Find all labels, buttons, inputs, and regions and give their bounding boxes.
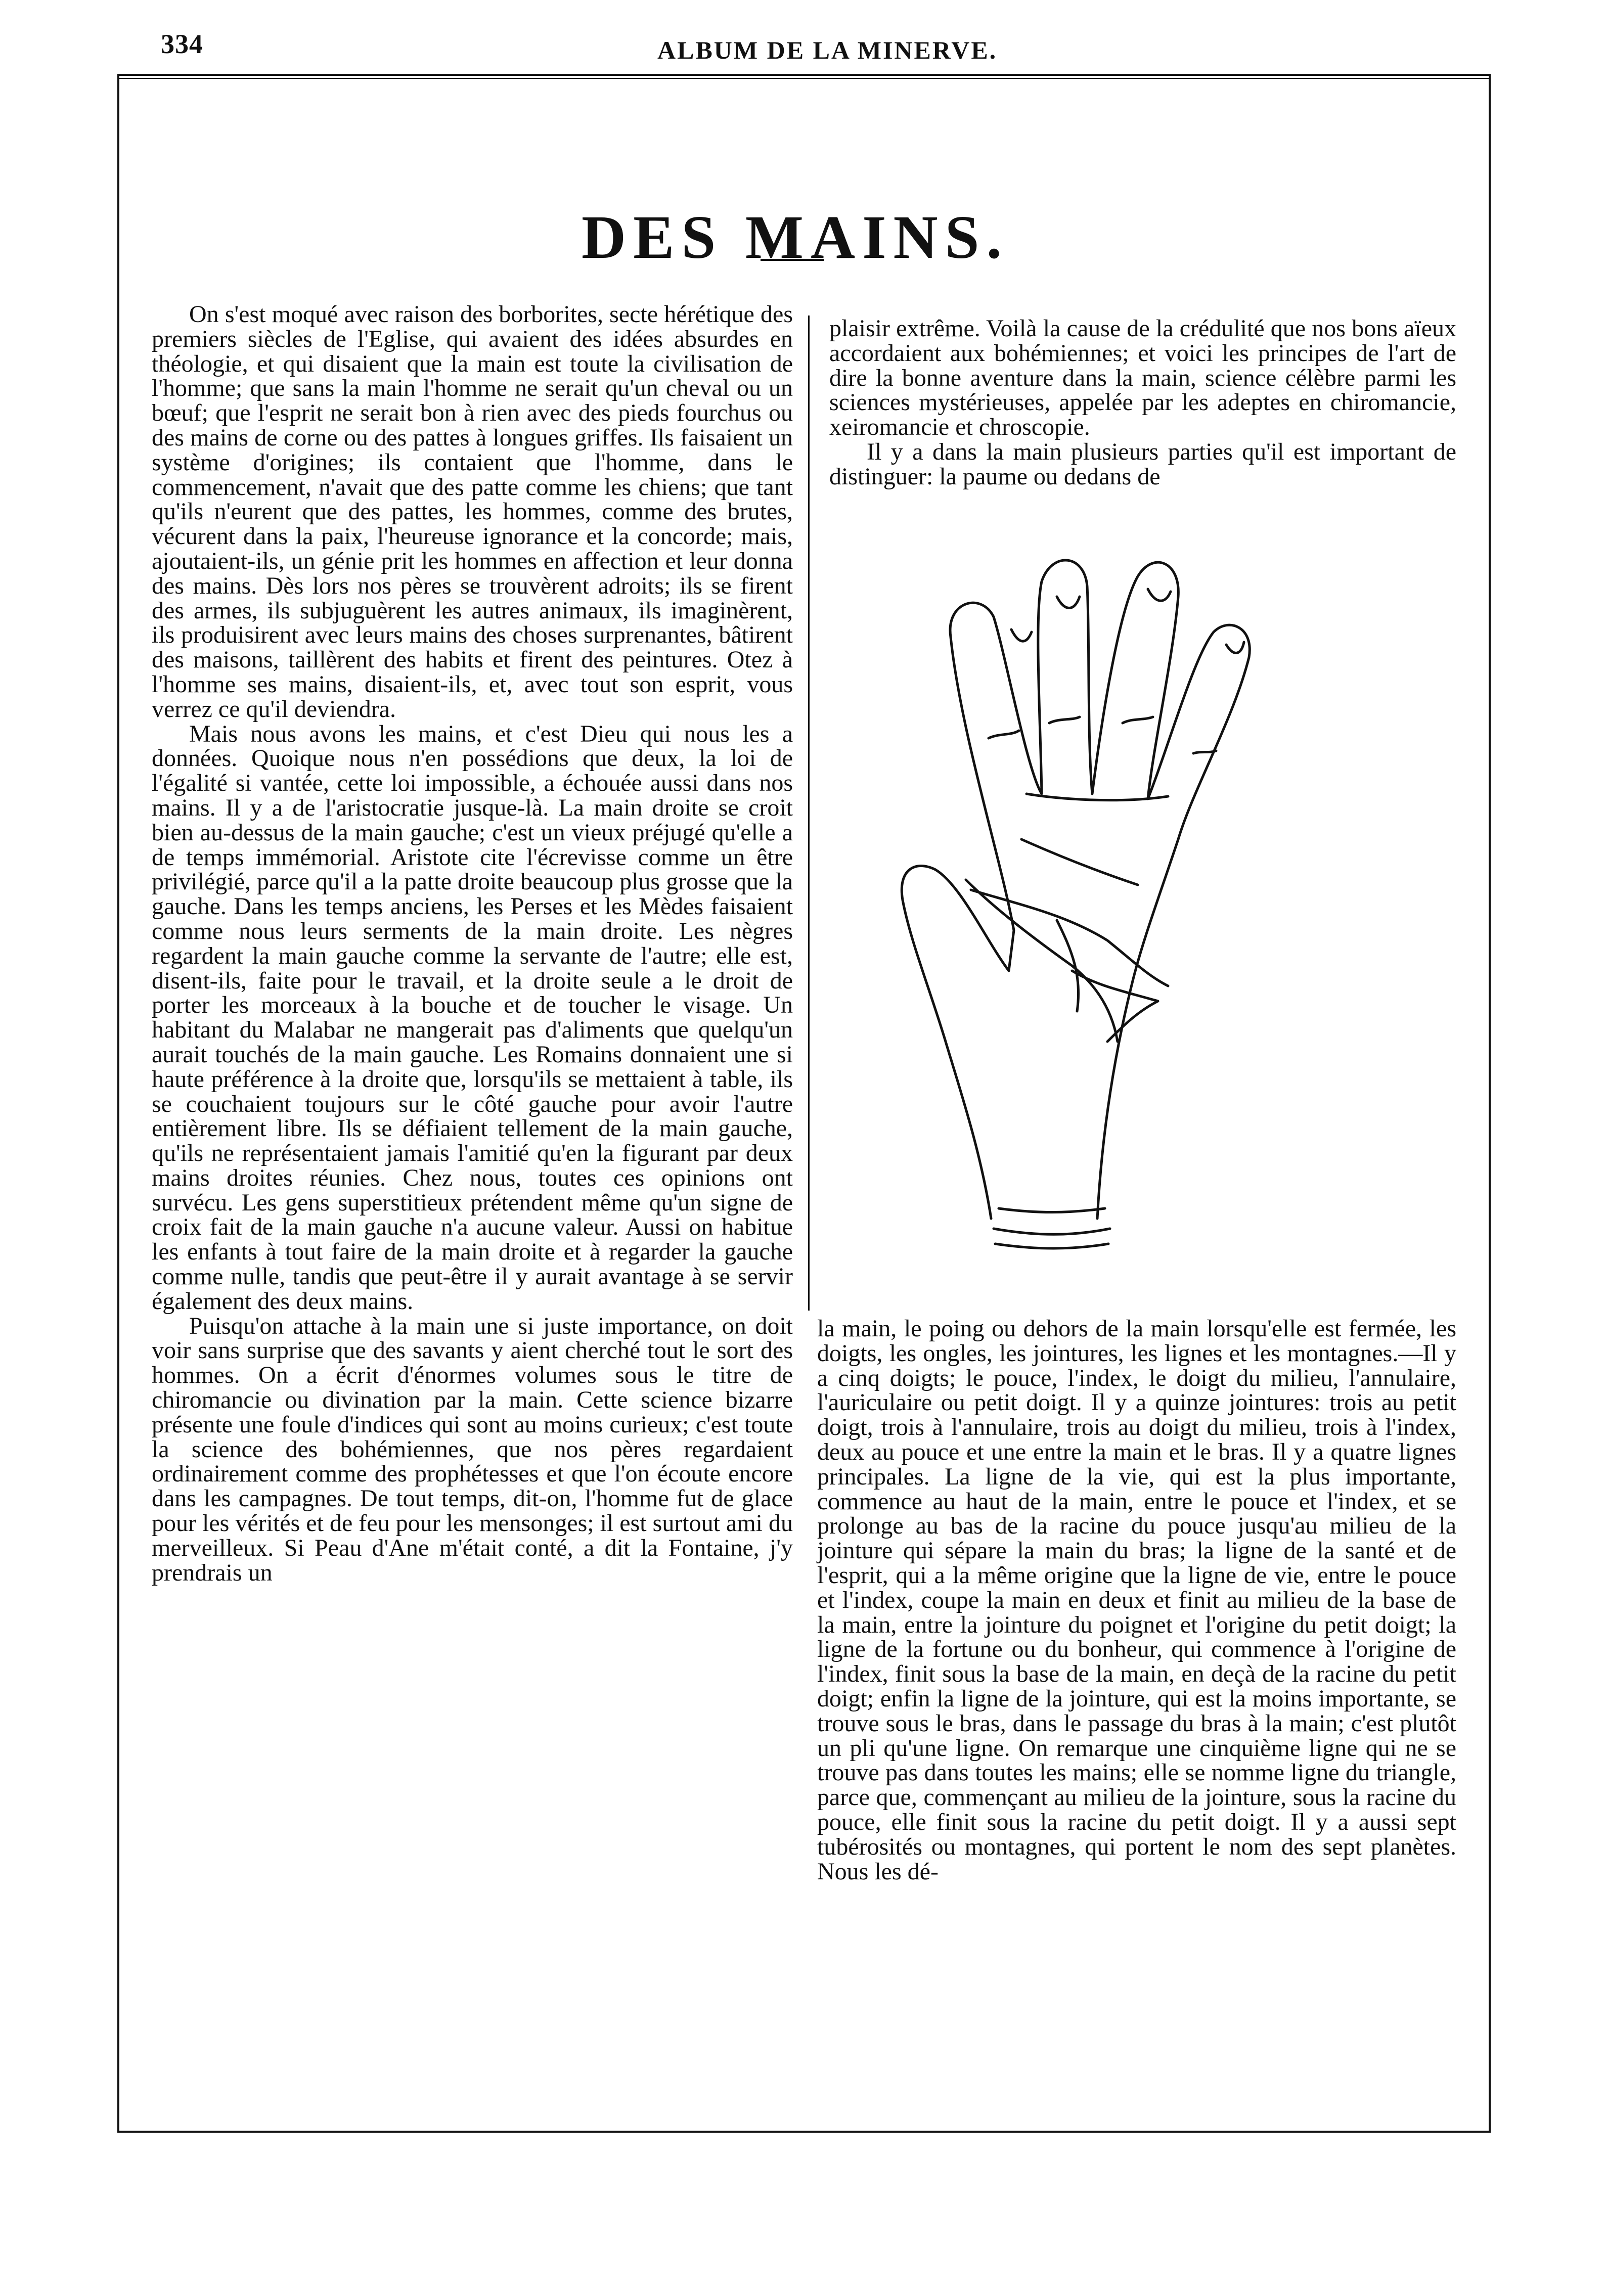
running-head: ALBUM DE LA MINERVE. — [657, 36, 998, 64]
article-title: DES MAINS. — [582, 203, 1009, 272]
paragraph: plaisir extrême. Voilà la cause de la crédulité que nos bons aïeux accordaient aux bohémiennes; et voici les principes de l'art de dire la bonne aventure dans la main, science célèbre parmi les sciences mystérieuses, appelée par les adeptes en chiromancie, xeiromancie et chroscopie. — [829, 315, 1456, 441]
right-column-top — [829, 317, 1456, 489]
column-divider — [808, 316, 810, 1311]
title-rule — [761, 259, 824, 261]
page-number: 334 — [161, 29, 203, 59]
right-column-bottom — [817, 1317, 1456, 1884]
palm-hand-illustration-icon — [885, 556, 1416, 1294]
left-column — [152, 302, 793, 1585]
paragraph: On s'est moqué avec raison des borborites, secte hérétique des premiers siècles de l'Eglise, qui avaient des idées absurdes en théologie, et qui disaient que la main est toute la civilisation de l'homme; que sans la main l'homme ne serait qu'un cheval ou un bœuf; que l'esprit ne serait bon à rien avec des pieds fourchus ou des mains de corne ou des pattes à longues griffes. Ils faisaient un système d'origines; ils contaient que l'homme, dans le commencement, n'avait que des patte comme les chiens; que tant qu'ils n'eurent que des pattes, les hommes, comme des brutes, vécurent dans la paix, l'heureuse ignorance et la concorde; mais, ajoutaient-ils, un génie prit les hommes en affection et leur donna des mains. Dès lors nos pères se trouvèrent adroits; ils se firent des armes, ils subjuguèrent les autres animaux, ils imaginèrent, ils produisirent avec leurs mains des choses surprenantes, bâtirent des maisons, taillèrent des habits et firent des peintures. Otez à l'homme ses mains, disaient-ils, et, avec tout son esprit, vous verrez ce qu'il deviendra. — [152, 301, 793, 723]
paragraph: Mais nous avons les mains, et c'est Dieu qui nous les a données. Quoique nous n'en possédions que deux, la loi de l'égalité si vantée, cette loi impossible, a échouée aussi dans nos mains. Il y a de l'aristocratie jusque-là. La main droite se croit bien au-dessus de la main gauche; c'est un vieux préjugé qu'elle a de temps immémorial. Aristote cite l'écrevisse comme un être privilégié, parce qu'il a la patte droite beaucoup plus grosse que la gauche. Dans les temps anciens, les Perses et les Mèdes faisaient comme nous leurs serments de la main droite. Les nègres regardent la main gauche comme la servante de l'autre; elle est, disent-ils, faite pour le travail, et la droite seule a le droit de porter les morceaux à la bouche et de toucher le visage. Un habitant du Malabar ne mangerait pas d'aliments que quelqu'un aurait touchés de la main gauche. Les Romains donnaient une si haute préférence à la droite que, lorsqu'ils se mettaient à table, ils se couchaient toujours sur le côté gauche pour avoir l'autre entièrement libre. Ils se défiaient tellement de la main gauche, qu'ils ne représentaient jamais l'amitié qu'en la figurant par deux mains droites réunies. Chez nous, toutes ces opinions ont survécu. Les gens superstitieux prétendent même qu'un signe de croix fait de la main gauche n'a aucune valeur. Aussi on habitue les enfants à tout faire de la main droite et à regarder la gauche comme nulle, tandis que peut-être il y aurait avantage à se servir également des deux mains. — [152, 720, 793, 1315]
paragraph: la main, le poing ou dehors de la main lorsqu'elle est fermée, les doigts, les ongles, les jointures, les lignes et les montagnes.—Il y a cinq doigts; le pouce, l'index, le doigt du milieu, l'annulaire, l'auriculaire ou petit doigt. Il y a quinze jointures: trois au petit doigt, trois à l'annulaire, trois au doigt du milieu, trois à l'index, deux au pouce et une entre la main et le bras. Il y a quatre lignes principales. La ligne de la vie, qui est la plus importante, commence au haut de la main, entre le pouce et l'index, et se prolonge au bas de la racine du pouce jusqu'au milieu de la jointure qui sépare la main du bras; la ligne de la santé et de l'esprit, qui a la même origine que la ligne de vie, entre le pouce et l'index, coupe la main en deux et finit au milieu de la base de la main, entre la jointure du poignet et l'origine du petit doigt; la ligne de la fortune ou du bonheur, qui commence à l'origine de l'index, finit sous la base de la main, en deçà de la racine du petit doigt; enfin la ligne de la jointure, qui est la moins importante, se trouve sous le bras, dans le passage du bras à la main; c'est plutôt un pli qu'une ligne. On remarque une cinquième ligne qui ne se trouve pas dans toutes les mains; elle se nomme ligne du triangle, parce que, commençant au milieu de la jointure, sous la racine du pouce, elle finit sous la racine du petit doigt. Il y a aussi sept tubérosités ou montagnes, qui portent le nom des sept planètes. Nous les dé- — [817, 1315, 1456, 1885]
paragraph: Il y a dans la main plusieurs parties qu'il est important de distinguer: la paume ou dedans de — [829, 438, 1456, 490]
header-rule — [117, 78, 1491, 79]
paragraph: Puisqu'on attache à la main une si juste importance, on doit voir sans surprise que des savants y aient cherché tout le sort des hommes. On a écrit d'énormes volumes sous le titre de chiromancie ou divination par la main. Cette science bizarre présente une foule d'indices qui sont au moins curieux; c'est toute la science des bohémiennes, que nos pères regardaient ordinairement comme des prophétesses et que l'on écoute encore dans les campagnes. De tout temps, dit-on, l'homme fut de glace pour les vérités et de feu pour les mensonges; il est surtout ami du merveilleux. Si Peau d'Ane m'était conté, a dit la Fontaine, j'y prendrais un — [152, 1312, 793, 1586]
